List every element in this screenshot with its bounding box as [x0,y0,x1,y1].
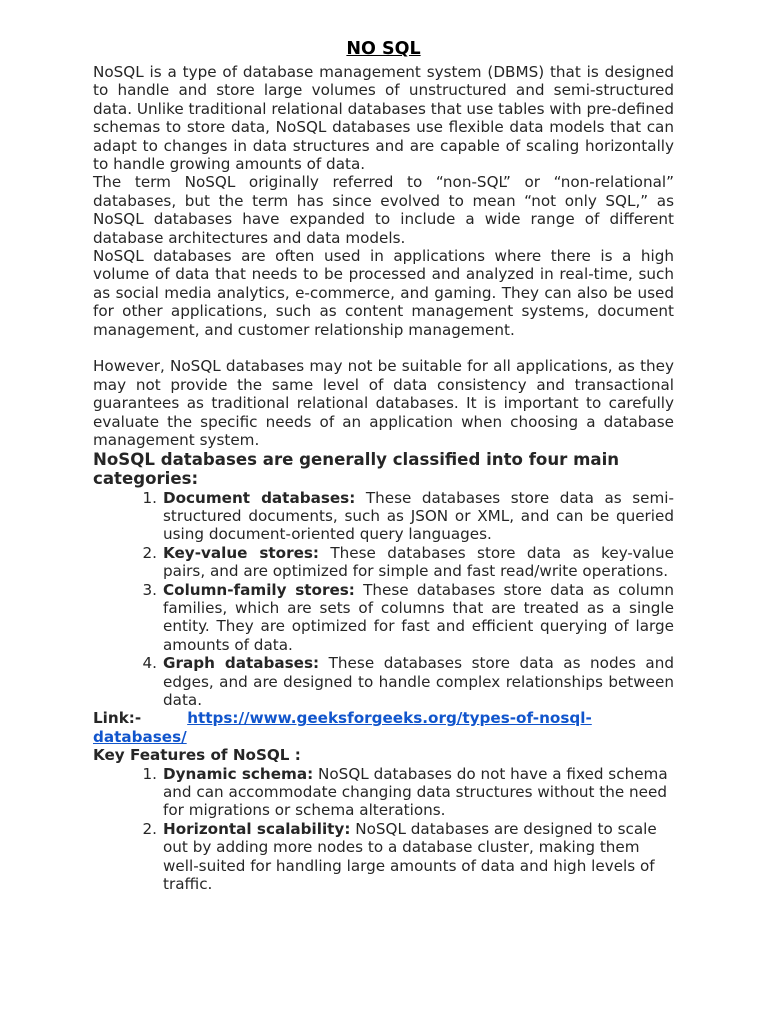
paragraph-intro: NoSQL is a type of database management system (DBMS) that is designed to handle and store large volumes of unstructured and semi-structured data. Unlike traditional relational databases that use tables with pre-defined schemas to store data, NoSQL databases use flexible data models that can adapt to changes in data structures and are capable of scaling horizontally to handle growing amounts of data. [93,63,674,174]
list-item [142,819,674,894]
list-item [142,543,674,581]
link-line [93,709,674,746]
list-item [142,580,674,655]
list-item [142,654,674,709]
list-term: Key-value stores: [163,543,319,562]
features-list [93,765,674,894]
list-number: 1. [142,488,157,507]
paragraph-usage: NoSQL databases are often used in applications where there is a high volume of data that needs to be processed and analyzed in real-time, such as social media analytics, e-commerce, and gaming. They can also be used for other applications, such as content management systems, document management, and customer relationship management. [93,247,674,339]
categories-heading: NoSQL databases are generally classified into four main categories: [93,449,620,489]
link-label: Link:- [93,709,142,728]
list-item [142,764,674,820]
document-title: NO SQL [346,39,421,59]
paragraph-caveat: However, NoSQL databases may not be suitable for all applications, as they may not provide the same level of data consistency and transactional guarantees as traditional relational databases. It is important to carefully evaluate the specific needs of an application when choosing a database management system. [93,357,674,450]
document-page [93,37,674,893]
list-desc: These databases store data as semi-structured documents, such as JSON or XML, and can be queried using document-oriented query languages. [163,488,675,544]
categories-list [93,489,674,710]
list-term: Graph databases: [163,654,320,673]
list-number: 2. [142,543,157,562]
list-number: 4. [142,654,157,673]
list-item [142,488,675,544]
list-term: Dynamic schema: [163,764,314,783]
blank-line [93,339,674,357]
list-desc: These databases store data as key-value pairs, and are optimized for simple and fast read/write operations. [163,543,674,581]
features-heading: Key Features of NoSQL : [93,746,301,765]
list-term: Document databases: [163,488,356,507]
list-desc: These databases store data as column families, which are sets of columns that are treated as a single entity. They are optimized for fast and efficient querying of large amounts of data. [163,580,674,654]
list-desc: NoSQL databases do not have a fixed schema and can accommodate changing data structures without the need for migrations or schema alterations. [163,764,668,820]
paragraph-term: The term NoSQL originally referred to “non-SQL” or “non-relational” databases, but the term has since evolved to mean “not only SQL,” as NoSQL databases have expanded to include a wide range of different database architectures and data models. [93,173,674,247]
list-desc: NoSQL databases are designed to scale out by adding more nodes to a database cluster, making them well-suited for handling large amounts of data and high levels of traffic. [163,819,657,894]
list-desc: These databases store data as nodes and edges, and are designed to handle complex relationships between data. [163,654,674,709]
list-number: 1. [142,764,157,783]
list-term: Column-family stores: [163,580,355,599]
reference-link[interactable]: https://www.geeksforgeeks.org/types-of-nosql-databases/ [93,709,592,746]
list-number: 3. [142,580,157,599]
list-term: Horizontal scalability: [163,819,351,838]
list-number: 2. [142,819,157,838]
